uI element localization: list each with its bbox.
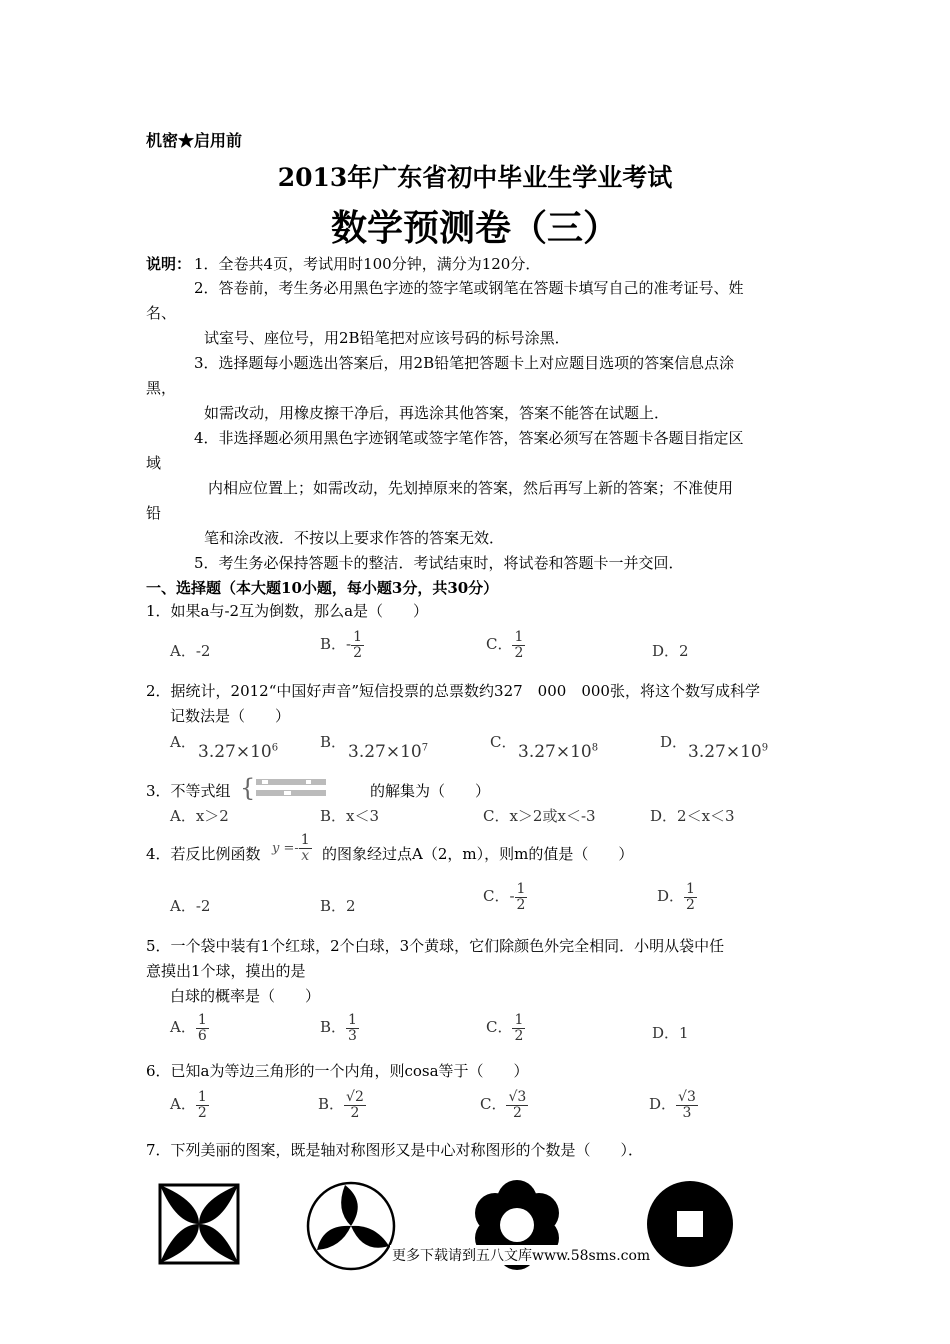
note-3-line3: 如需改动，用橡皮擦干净后，再选涂其他答案，答案不能答在试题上． [204,404,670,422]
q4-function-fraction [299,833,312,863]
note-2-line2: 名、 [146,304,177,322]
q2-stem-line1: 2．据统计，2012“中国好声音”短信投票的总票数约327 000 000张，将这个数写成科学 [146,682,760,700]
q2-option-c-value [518,742,598,762]
q5-stem-line1: 5．一个袋中装有1个红球，2个白球，3个黄球，它们除颜色外完全相同．小明从袋中任 [146,937,725,955]
q2-c-base: 3.27×10 [518,742,592,762]
q5-stem-line2: 意摸出1个球，摸出的是 [146,962,306,980]
q4-option-c [483,882,527,912]
q6-option-b-label: B． [318,1095,345,1114]
pattern-circle-three-leaves-image [305,1180,397,1272]
q3-option-a: A．x＞2 [170,807,229,825]
q2-a-base: 3.27×10 [198,742,272,762]
q1-option-a: A．-2 [170,642,211,660]
q1-option-c [486,630,525,660]
q2-stem-line2: 记数法是（ ） [170,707,291,725]
q1-b-den: 2 [353,644,363,661]
q2-option-a-value [198,742,278,762]
q5-option-a [170,1013,209,1043]
q2-b-base: 3.27×10 [348,742,422,762]
q6-option-a-label: A． [170,1095,196,1114]
q2-option-c-label: C． [490,733,517,751]
q6-option-d-label: D． [649,1095,677,1114]
q5-option-a-fraction [196,1013,209,1043]
q1-option-b-fraction [351,630,364,660]
q6-option-a [170,1090,209,1120]
q4-c-den: 2 [516,896,526,913]
q5-c-den: 2 [514,1027,524,1044]
q2-b-exp: 7 [421,742,429,754]
q6-d-den: 3 [682,1104,692,1121]
q2-option-d-value [688,742,768,762]
note-4-line2: 域 [146,454,162,472]
q4-option-b: B．2 [320,897,356,915]
q3-option-b: B．x＜3 [320,807,380,825]
q2-d-base: 3.27×10 [688,742,762,762]
q6-option-d-fraction [676,1090,698,1120]
q6-c-num: √3 [508,1089,527,1105]
q6-option-b-fraction [344,1090,366,1120]
q4-option-a: A．-2 [170,897,211,915]
note-4-line5: 笔和涂改液．不按以上要求作答的答案无效． [204,529,505,547]
q4-option-d-fraction [684,882,697,912]
q5-option-b-label: B． [320,1018,347,1037]
note-4-line3: 内相应位置上；如需改动，先划掉原来的答案，然后再写上新的答案；不准使用 [208,479,734,497]
q2-option-b-label: B． [320,733,347,751]
q5-c-num: 1 [514,1012,524,1028]
q6-b-num: √2 [346,1089,364,1105]
q3-option-d: D．2＜x＜3 [650,807,735,825]
q6-option-c-label: C． [480,1095,507,1114]
q4-stem-prefix: 4．若反比例函数 [146,845,261,863]
q5-a-den: 6 [197,1027,207,1044]
q4-option-d-label: D． [657,887,685,906]
q1-b-num: 1 [353,629,363,645]
note-2-line1: 2．答卷前，考生务必用黑色字迹的签字笔或钢笔在答题卡填写自己的准考证号、姓 [194,279,744,297]
q2-option-a-label: A． [170,733,196,751]
q4-func-num: 1 [300,832,310,848]
q5-option-c-label: C． [486,1018,513,1037]
q2-option-b-value [348,742,428,762]
notes-label: 说明： [146,255,192,273]
q1-option-d: D．2 [652,642,689,660]
q6-a-num: 1 [197,1089,207,1105]
q5-stem-line3: 白球的概率是（ ） [170,987,321,1005]
note-3-line2: 黑， [146,379,177,397]
q5-option-b-fraction [346,1013,359,1043]
q7-stem: 7．下列美丽的图案，既是轴对称图形又是中心对称图形的个数是（ ）． [146,1141,644,1159]
q6-a-den: 2 [197,1104,207,1121]
q6-c-den: 2 [512,1104,522,1121]
q5-option-c [486,1013,525,1043]
q5-a-num: 1 [197,1012,207,1028]
q4-function [272,833,312,863]
q6-option-c [480,1090,528,1120]
q4-function-lhs: y =- [272,841,299,857]
q6-stem: 6．已知a为等边三角形的一个内角，则cosa等于（ ） [146,1062,529,1080]
q4-c-num: 1 [516,881,526,897]
q3-stem-suffix: 的解集为（ ） [370,782,491,800]
section-heading: 一、选择题（本大题10小题，每小题3分，共30分） [146,579,499,597]
note-1: 1．全卷共4页，考试用时100分钟，满分为120分． [194,255,541,273]
q4-func-den: x [301,847,310,864]
q3-stem-prefix: 3．不等式组 [146,782,231,800]
q6-option-d [649,1090,698,1120]
q4-option-c-fraction [515,882,528,912]
secret-label: 机密★启用前 [146,131,243,150]
note-3-line1: 3．选择题每小题选出答案后，用2B铅笔把答题卡上对应题目选项的答案信息点涂 [194,354,735,372]
q4-option-c-label: C．- [483,887,515,906]
note-4-line1: 4．非选择题必须用黑色字迹钢笔或签字笔作答，答案必须写在答题卡各题目指定区 [194,429,744,447]
pattern-square-petals-image [158,1183,240,1265]
q1-stem: 1．如果a与-2互为倒数，那么a是（ ） [146,602,429,620]
q1-option-b-label: B．- [320,635,352,654]
q3-inequality-system-image [240,775,360,805]
note-4-line4: 铅 [146,504,162,522]
exam-title: 2013年广东省初中毕业生学业考试 [277,163,673,192]
note-5: 5．考生务必保持答题卡的整洁．考试结束时，将试卷和答题卡一并交回． [194,554,684,572]
q5-option-c-fraction [512,1013,525,1043]
q4-stem-suffix: 的图象经过点A（2，m），则m的值是（ ） [322,845,634,863]
q2-d-exp: 9 [761,742,769,754]
q6-option-c-fraction [506,1090,528,1120]
q5-b-num: 1 [348,1012,357,1028]
q2-option-d-label: D． [660,733,688,751]
note-2-line3: 试室号、座位号，用2B铅笔把对应该号码的标号涂黑． [204,329,570,347]
q6-d-num: √3 [678,1089,696,1105]
q1-c-den: 2 [514,644,524,661]
q4-d-den: 2 [686,896,695,913]
q5-b-den: 3 [348,1027,357,1044]
q1-option-c-fraction [512,630,525,660]
q1-c-num: 1 [514,629,524,645]
q6-option-a-fraction [196,1090,209,1120]
q3-option-c: C．x＞2或x＜-3 [483,807,596,825]
q2-c-exp: 8 [591,742,599,754]
paper-subtitle: 数学预测卷（三） [330,207,619,249]
q6-b-den: 2 [350,1104,360,1121]
q6-option-b [318,1090,366,1120]
pattern-coin-image [646,1180,734,1268]
footer-watermark: 更多下载请到五八文库www.58sms.com [390,1245,652,1265]
svg-text:{: { [240,775,256,801]
q1-option-b [320,630,364,660]
q5-option-a-label: A． [170,1018,196,1037]
q1-option-c-label: C． [486,635,513,654]
q5-option-b [320,1013,359,1043]
q2-a-exp: 6 [271,742,279,754]
q4-d-num: 1 [686,881,695,897]
q5-option-d: D．1 [652,1024,689,1042]
q4-option-d [657,882,697,912]
